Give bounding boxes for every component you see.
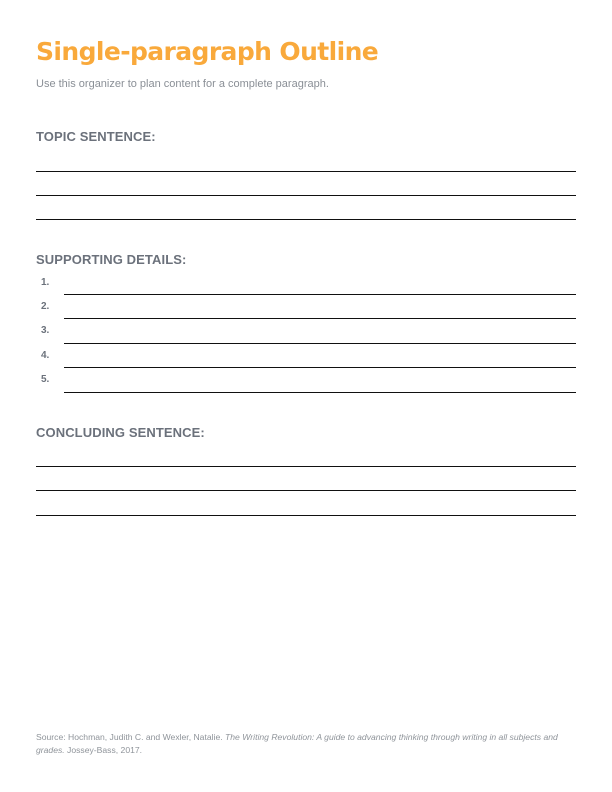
topic-sentence-heading: TOPIC SENTENCE: [36,129,156,144]
source-book-title: The Writing Revolution: A guide to advancing thinking through writing in all subjects and grades. [36,732,558,755]
concluding-sentence-heading: CONCLUDING SENTENCE: [36,425,205,440]
topic-sentence-line-3[interactable] [36,219,576,220]
supporting-detail-number: 3. [41,325,50,336]
source-authors: Source: Hochman, Judith C. and Wexler, Natalie. [36,732,225,742]
page-title: Single-paragraph Outline [36,37,379,66]
concluding-sentence-line-1[interactable] [36,466,576,467]
source-citation [36,731,576,756]
supporting-detail-line-2[interactable] [64,318,576,319]
topic-sentence-line-1[interactable] [36,171,576,172]
supporting-details-heading: SUPPORTING DETAILS: [36,252,187,267]
supporting-detail-line-4[interactable] [64,367,576,368]
supporting-detail-number: 1. [41,277,50,288]
supporting-detail-line-1[interactable] [64,294,576,295]
supporting-detail-number: 2. [41,301,50,312]
supporting-detail-line-3[interactable] [64,343,576,344]
page-subtitle: Use this organizer to plan content for a complete paragraph. [36,78,329,90]
source-publisher: Jossey-Bass, 2017. [64,744,143,755]
topic-sentence-line-2[interactable] [36,195,576,196]
supporting-detail-number: 5. [41,374,50,385]
concluding-sentence-line-2[interactable] [36,490,576,491]
supporting-detail-line-5[interactable] [64,392,576,393]
supporting-detail-number: 4. [41,350,50,361]
concluding-sentence-line-3[interactable] [36,515,576,516]
